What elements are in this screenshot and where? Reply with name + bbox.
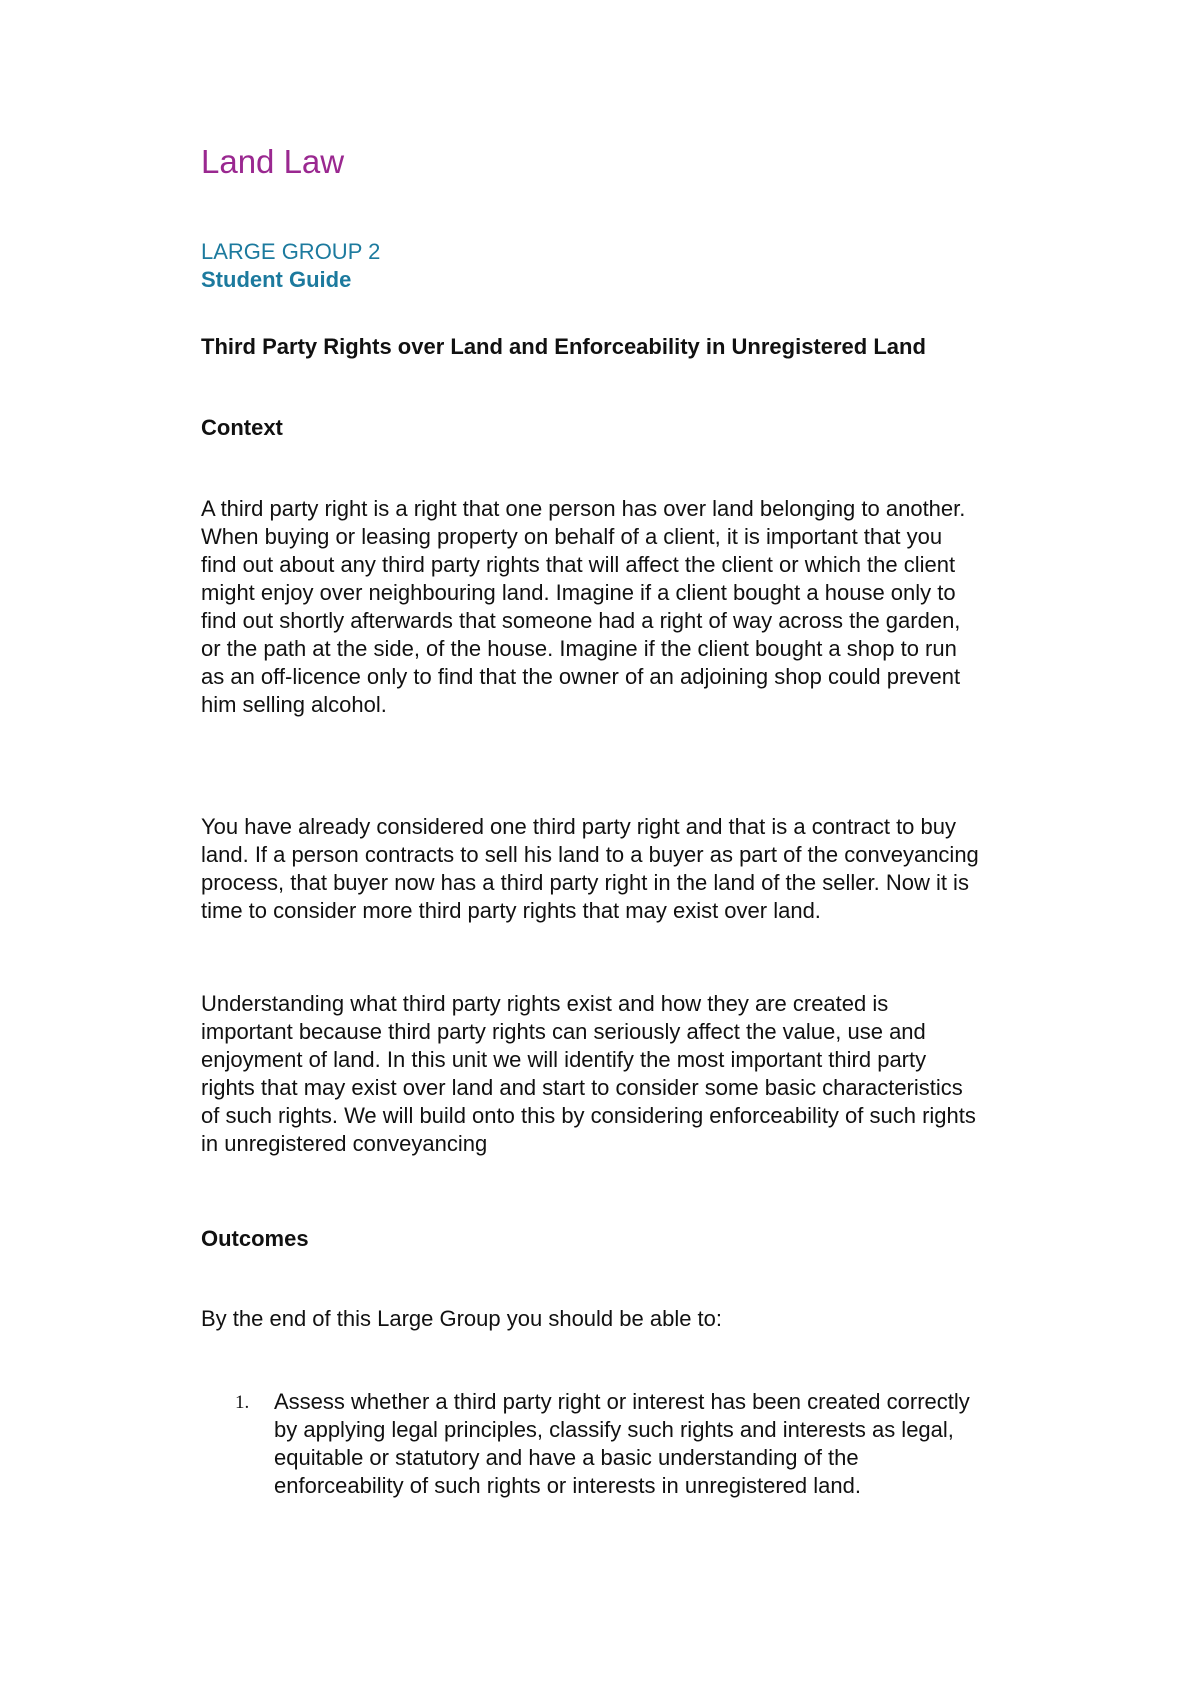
group-label: LARGE GROUP 2 xyxy=(201,239,381,264)
outcome-line: enforceability of such rights or interests in unregistered land. xyxy=(274,1473,861,1498)
outcomes-list xyxy=(201,1388,1071,1500)
outcome-number: 1. xyxy=(235,1392,250,1413)
context-paragraph-2 xyxy=(201,813,979,925)
outcome-line: Assess whether a third party right or interest has been created correctly xyxy=(274,1389,970,1414)
context-heading: Context xyxy=(201,415,283,440)
paragraph-line: or the path at the side, of the house. Imagine if the client bought a shop to run xyxy=(201,636,957,661)
context-paragraph-1 xyxy=(201,495,965,719)
outcomes-heading: Outcomes xyxy=(201,1226,309,1251)
context-paragraph-3 xyxy=(201,990,976,1158)
paragraph-line: find out shortly afterwards that someone had a right of way across the garden, xyxy=(201,608,961,633)
document-title: Land Law xyxy=(201,143,345,180)
paragraph-line: him selling alcohol. xyxy=(201,692,387,717)
paragraph-line: Understanding what third party rights exist and how they are created is xyxy=(201,991,889,1016)
outcome-line: by applying legal principles, classify such rights and interests as legal, xyxy=(274,1417,954,1442)
paragraph-line: rights that may exist over land and start to consider some basic characteristics xyxy=(201,1075,963,1100)
paragraph-line: in unregistered conveyancing xyxy=(201,1131,488,1156)
guide-label: Student Guide xyxy=(201,267,352,292)
paragraph-line: as an off-licence only to find that the owner of an adjoining shop could prevent xyxy=(201,664,961,689)
topic-heading: Third Party Rights over Land and Enforceability in Unregistered Land xyxy=(201,334,926,359)
outcomes-intro: By the end of this Large Group you should be able to: xyxy=(201,1306,723,1331)
paragraph-line: land. If a person contracts to sell his land to a buyer as part of the conveyancing xyxy=(201,842,979,867)
paragraph-line: might enjoy over neighbouring land. Imagine if a client bought a house only to xyxy=(201,580,956,605)
paragraph-line: important because third party rights can seriously affect the value, use and xyxy=(201,1019,926,1044)
paragraph-line: time to consider more third party rights that may exist over land. xyxy=(201,898,821,923)
paragraph-line: When buying or leasing property on behalf of a client, it is important that you xyxy=(201,524,943,549)
paragraph-line: A third party right is a right that one person has over land belonging to another. xyxy=(201,496,966,521)
paragraph-line: enjoyment of land. In this unit we will identify the most important third party xyxy=(201,1047,927,1072)
paragraph-line: of such rights. We will build onto this by considering enforceability of such rights xyxy=(201,1103,976,1128)
paragraph-line: process, that buyer now has a third party right in the land of the seller. Now it is xyxy=(201,870,969,895)
outcome-line: equitable or statutory and have a basic understanding of the xyxy=(274,1445,859,1470)
paragraph-line: find out about any third party rights that will affect the client or which the client xyxy=(201,552,956,577)
outcome-item xyxy=(201,1388,1071,1500)
paragraph-line: You have already considered one third party right and that is a contract to buy xyxy=(201,814,956,839)
